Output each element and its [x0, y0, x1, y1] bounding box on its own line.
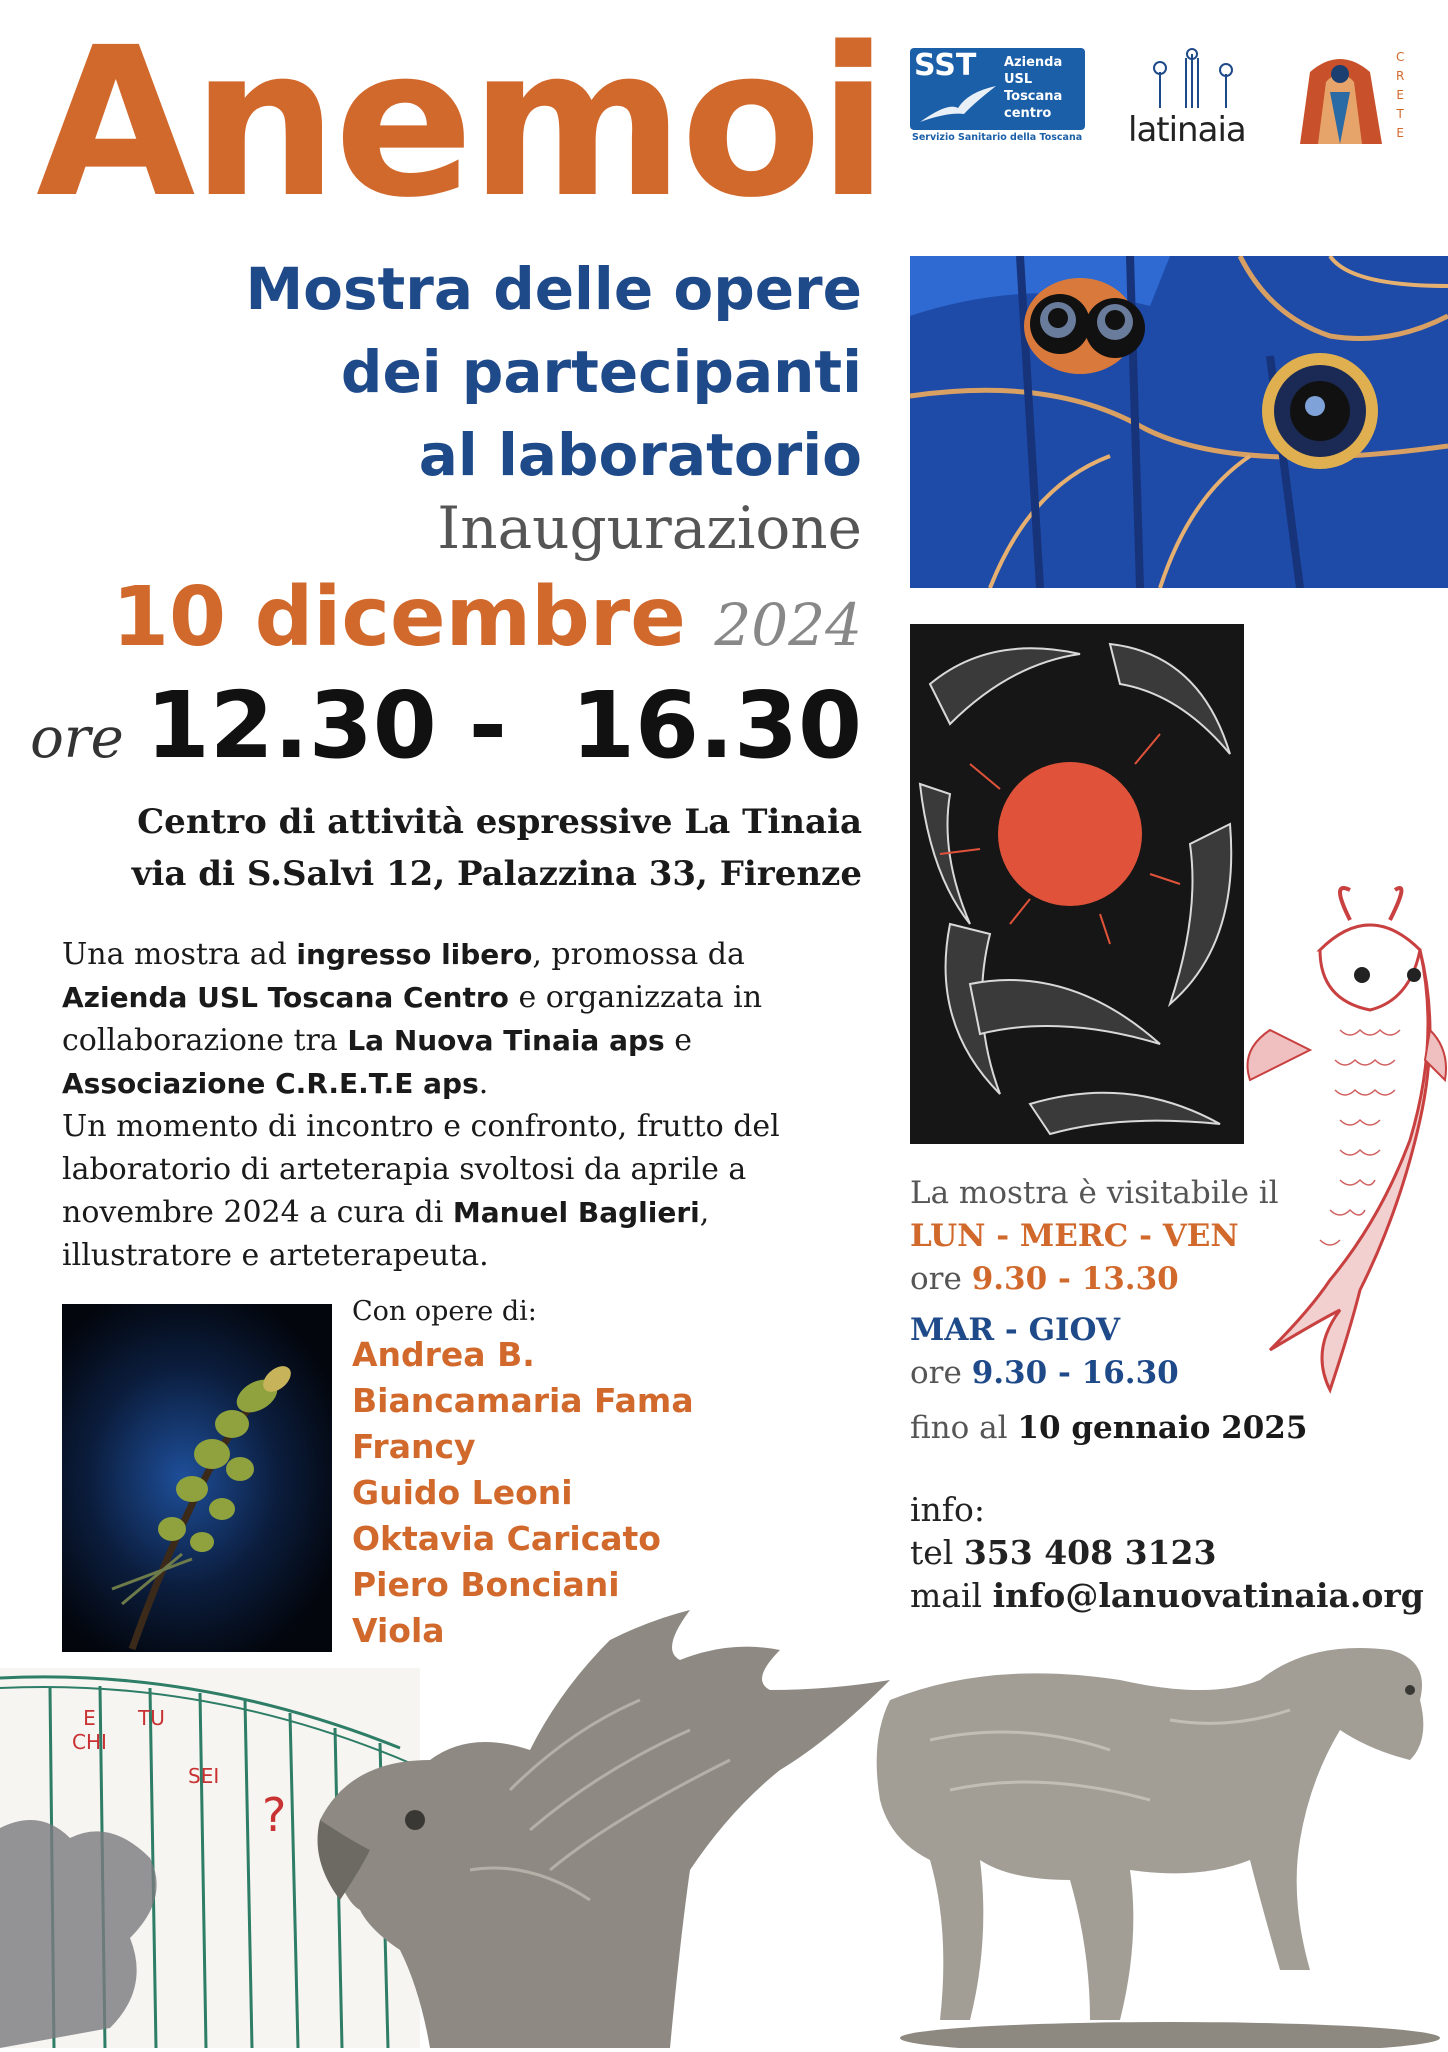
tel-label: tel [910, 1533, 964, 1572]
artist-name: Biancamaria Fama [352, 1381, 694, 1420]
event-time-prefix: ore [30, 706, 124, 771]
event-time [30, 672, 862, 779]
artist-name: Piero Bonciani [352, 1565, 620, 1604]
description-bold: Azienda USL Toscana Centro [62, 981, 509, 1014]
visiting-hours [910, 1172, 1307, 1450]
crete-letter: E [1396, 88, 1404, 102]
crete-letter: T [1396, 107, 1404, 121]
mail-label: mail [910, 1576, 993, 1615]
event-date-day: 10 dicembre [111, 570, 686, 665]
flowers-icon [1146, 48, 1246, 110]
visit-until-date: 10 gennaio 2025 [1017, 1410, 1308, 1446]
sst-caption: Servizio Sanitario della Toscana [912, 132, 1083, 143]
description-text: , promossa da [532, 937, 745, 972]
artist-name: Andrea B. [352, 1335, 535, 1374]
contact-info [910, 1488, 1424, 1617]
email-link[interactable]: info@lanuovatinaia.org [992, 1576, 1424, 1615]
description-text: e [664, 1023, 692, 1058]
inauguration-label: Inaugurazione [437, 494, 862, 562]
crete-logo [1290, 48, 1410, 152]
clay-horse-sculpture [870, 1640, 1448, 2048]
sst-mark: SST [914, 48, 977, 83]
event-date [112, 570, 862, 665]
description [62, 933, 822, 1277]
crete-letters [1396, 48, 1404, 143]
la-tinaia-wordmark: latinaia [1128, 110, 1246, 150]
description-bold: Manuel Baglieri [452, 1196, 700, 1229]
artist-list [352, 1332, 694, 1654]
visit-days-1: LUN - MERC - VEN [910, 1218, 1239, 1254]
visit-ore-label: ore [910, 1261, 972, 1297]
visit-hours-1: 9.30 - 13.30 [971, 1261, 1179, 1297]
visit-days-2: MAR - GIOV [910, 1312, 1121, 1348]
description-text: , illustratore e arteterapeuta. [62, 1195, 710, 1273]
sst-org-name: Azienda USL Toscana centro [1004, 55, 1063, 121]
description-text: e organizzata in collaborazione tra [62, 980, 763, 1058]
event-date-year: 2024 [714, 591, 862, 659]
works-label: Con opere di: [352, 1296, 537, 1327]
visit-ore-label: ore [910, 1355, 972, 1391]
visit-hours-2: 9.30 - 16.30 [971, 1355, 1179, 1391]
drawing-word: CHI [72, 1730, 107, 1754]
flower-photo [62, 1304, 332, 1652]
crete-letter: C [1396, 50, 1405, 64]
usl-toscana-logo [910, 48, 1086, 148]
crete-figure-icon [1290, 52, 1390, 148]
artist-name: Guido Leoni [352, 1473, 573, 1512]
subtitle-line-2: dei partecipanti [340, 338, 862, 406]
red-moon-painting [910, 624, 1244, 1144]
event-time-range: 12.30 - 16.30 [145, 672, 862, 779]
subtitle-line-1: Mostra delle opere [245, 255, 862, 323]
crete-letter: R [1396, 69, 1405, 83]
phone-number[interactable]: 353 408 3123 [963, 1533, 1217, 1572]
page-title: Anemoi [36, 3, 885, 243]
clay-eagle-sculpture [310, 1610, 900, 2048]
drawing-text [72, 1706, 107, 1754]
venue-address: via di S.Salvi 12, Palazzina 33, Firenze [131, 854, 862, 894]
description-text: . [478, 1066, 489, 1101]
butterfly-wing-painting [910, 256, 1448, 588]
description-bold: ingresso libero [296, 938, 533, 971]
venue [62, 796, 862, 900]
venue-name: Centro di attività espressive La Tinaia [137, 802, 862, 842]
description-bold: La Nuova Tinaia aps [347, 1024, 665, 1057]
crete-letter: E [1396, 126, 1404, 140]
info-label: info: [910, 1490, 986, 1529]
visit-until-label: fino al [910, 1410, 1018, 1446]
visit-intro: La mostra è visitabile il [910, 1175, 1279, 1211]
artist-name: Viola [352, 1611, 445, 1650]
drawing-question-mark: ? [262, 1788, 287, 1842]
subtitle-line-3: al laboratorio [418, 421, 862, 489]
description-text: Una mostra ad [62, 937, 297, 972]
artist-name: Francy [352, 1427, 476, 1466]
drawing-word: SEI [188, 1764, 220, 1788]
drawing-word: E [83, 1706, 96, 1730]
la-tinaia-logo [1128, 48, 1252, 152]
description-bold: Associazione C.R.E.T.E aps [62, 1067, 479, 1100]
description-text: Un momento di incontro e confronto, frutto del laboratorio di arteterapia svoltosi da aprile a novembre 2024 a cura di [62, 1109, 780, 1230]
bird-icon [918, 82, 998, 128]
artist-name: Oktavia Caricato [352, 1519, 661, 1558]
drawing-word: TU [138, 1706, 165, 1730]
subtitle [142, 248, 862, 497]
